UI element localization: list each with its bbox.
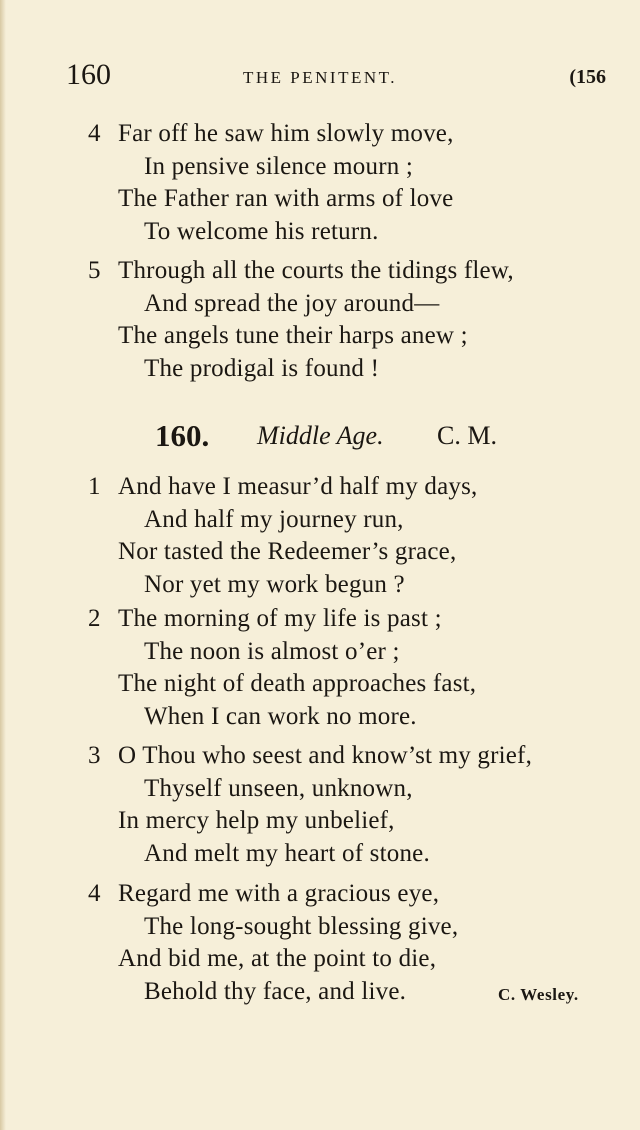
verse-line: When I can work no more.	[144, 703, 417, 730]
page-header	[0, 58, 640, 98]
verse-line: O Thou who seest and know’st my grief,	[118, 742, 533, 769]
verse-line: The morning of my life is past ;	[118, 605, 442, 632]
running-title: THE PENITENT.	[243, 68, 397, 87]
verse-line: The long-sought blessing give,	[144, 913, 459, 940]
verse-line: To welcome his return.	[144, 218, 379, 245]
page-number: 160	[66, 58, 111, 91]
stanza-number: 1	[88, 473, 101, 500]
verse-line: The angels tune their harps anew ;	[118, 322, 468, 349]
verse-line: Thyself unseen, unknown,	[144, 775, 413, 802]
verse-line: And bid me, at the point to die,	[118, 945, 437, 972]
verse-line: And have I measur’d half my days,	[118, 473, 478, 500]
verse-line: In pensive silence mourn ;	[144, 153, 414, 180]
page-edge	[0, 0, 6, 1130]
verse-line: And melt my heart of stone.	[144, 840, 430, 867]
stanza-number: 4	[88, 880, 101, 907]
verse-line: The Father ran with arms of love	[118, 185, 454, 212]
verse-line: Far off he saw him slowly move,	[118, 120, 454, 147]
verse-line: In mercy help my unbelief,	[118, 807, 395, 834]
verse-line: And spread the joy around—	[144, 290, 440, 317]
verse-line: The prodigal is found !	[144, 355, 380, 382]
stanza-number: 3	[88, 742, 101, 769]
hymn-meter: C. M.	[437, 421, 497, 450]
hymn-reference: (156	[569, 66, 606, 88]
verse-line: Nor yet my work begun ?	[144, 571, 405, 598]
verse-line: The night of death approaches fast,	[118, 670, 477, 697]
stanza-number: 5	[88, 257, 101, 284]
hymn-heading	[0, 418, 640, 458]
verse-line: And half my journey run,	[144, 506, 404, 533]
hymn-title: Middle Age.	[257, 421, 384, 450]
hymn-number: 160.	[155, 418, 210, 453]
verse-line: Through all the courts the tidings flew,	[118, 257, 514, 284]
verse-line: Nor tasted the Redeemer’s grace,	[118, 538, 457, 565]
stanza-number: 2	[88, 605, 101, 632]
verse-line: The noon is almost o’er ;	[144, 638, 400, 665]
verse-line: Regard me with a gracious eye,	[118, 880, 440, 907]
hymn-author: C. Wesley.	[498, 985, 579, 1004]
stanza-number: 4	[88, 120, 101, 147]
verse-line: Behold thy face, and live.	[144, 978, 407, 1005]
